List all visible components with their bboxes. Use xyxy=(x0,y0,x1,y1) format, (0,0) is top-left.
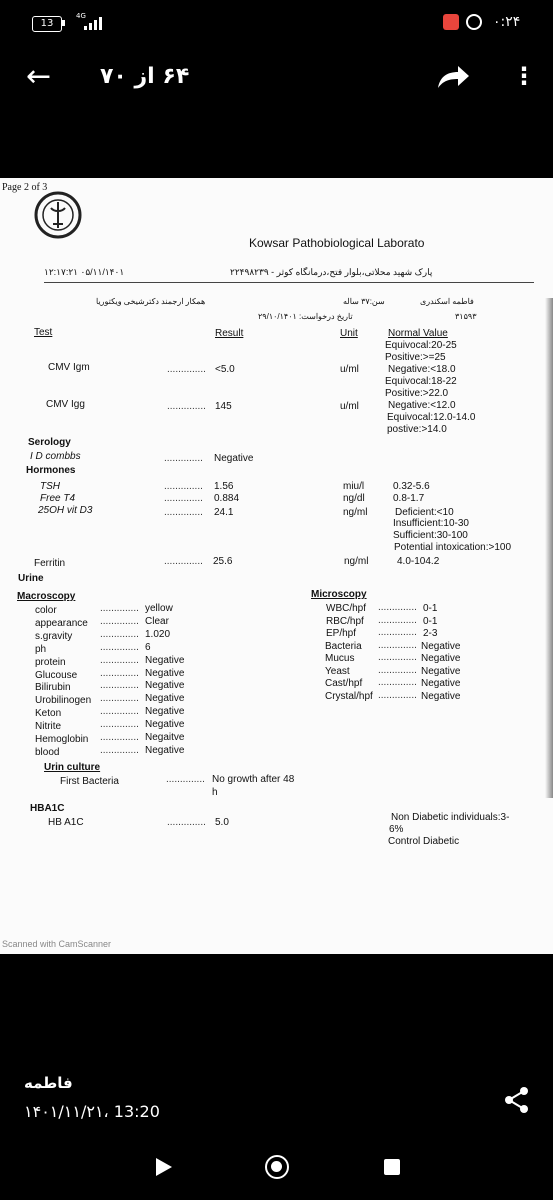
macro-item-value: Negative xyxy=(145,706,185,718)
macro-item-name: appearance xyxy=(35,617,88,629)
normal-line: Sufficient:30-100 xyxy=(393,530,468,541)
page-label: Page 2 of 3 xyxy=(2,182,48,193)
normal-line: Positive:>22.0 xyxy=(385,388,449,399)
micro-item-value: Negative xyxy=(421,690,461,702)
normal-line: 0.8-1.7 xyxy=(393,493,425,504)
test-unit: ng/ml xyxy=(344,556,369,567)
test-name: Ferritin xyxy=(34,558,66,569)
macroscopy-title: Macroscopy xyxy=(17,591,76,602)
normal-line: Equivocal:20-25 xyxy=(385,340,457,351)
nav-back-icon[interactable] xyxy=(156,1158,172,1176)
normal-line: Deficient:<10 xyxy=(395,507,454,518)
normal-line: Insufficient:10-30 xyxy=(393,518,469,529)
macro-item-name: color xyxy=(35,605,57,616)
battery-tip xyxy=(62,20,65,26)
leader-dots: .............. xyxy=(164,453,203,464)
normal-line: Negative:<12.0 xyxy=(388,400,456,411)
leader-dots: .............. xyxy=(378,664,417,676)
microscopy-title: Microscopy xyxy=(311,589,367,600)
micro-item-name: RBC/hpf xyxy=(326,615,364,627)
leader-dots: .............. xyxy=(164,481,203,492)
message-timestamp: ۱۴۰۱/۱۱/۲۱، 13:20 xyxy=(24,1102,160,1121)
leader-dots: .............. xyxy=(378,639,417,651)
macro-item-name: Keton xyxy=(35,708,62,720)
micro-item-value: 0-1 xyxy=(423,615,438,627)
test-result: 145 xyxy=(215,401,232,412)
normal-line: Positive:>=25 xyxy=(385,352,446,363)
share-arrow-icon[interactable] xyxy=(436,64,470,94)
patient-age: سن:۳۷ ساله xyxy=(343,297,385,306)
micro-item-value: Negative xyxy=(421,653,461,664)
nav-home-icon[interactable] xyxy=(265,1155,289,1179)
macro-item-name: Bilirubin xyxy=(35,682,71,694)
macro-item-name: Hemoglobin xyxy=(35,734,89,745)
status-time: ۰:۲۴ xyxy=(493,14,521,30)
micro-item-value: Negative xyxy=(421,665,461,677)
test-unit: u/ml xyxy=(340,364,359,375)
notification-app2-icon xyxy=(466,14,482,30)
leader-dots: .............. xyxy=(100,628,139,640)
macro-item-value: yellow xyxy=(145,603,173,614)
micro-item-name: WBC/hpf xyxy=(326,603,367,614)
test-unit: ng/ml xyxy=(343,507,368,518)
notification-app-icon xyxy=(443,14,459,30)
status-bar xyxy=(0,0,553,46)
macro-item-value: Negative xyxy=(145,693,185,705)
test-result: <5.0 xyxy=(215,364,235,375)
test-unit: ng/dl xyxy=(343,493,365,504)
sender-name: فاطمه xyxy=(24,1074,73,1092)
test-name: I D combbs xyxy=(30,451,81,462)
micro-item-name: Crystal/hpf xyxy=(325,690,373,702)
leader-dots: .............. xyxy=(167,401,206,412)
test-unit: miu/l xyxy=(343,481,365,492)
leader-dots: .............. xyxy=(100,706,139,718)
test-result: h xyxy=(212,787,218,798)
leader-dots: .............. xyxy=(164,493,203,504)
macro-item-name: Urobilinogen xyxy=(35,695,92,707)
normal-line: 4.0-104.2 xyxy=(397,556,440,567)
normal-line: 0.32-5.6 xyxy=(393,481,430,492)
macro-item-name: blood xyxy=(35,746,60,758)
macro-item-value: Clear xyxy=(145,615,169,627)
report-datetime: ۱۲:۱۷:۲۱ ۰۵/۱۱/۱۴۰۱ xyxy=(44,267,125,277)
normal-line: Equivocal:18-22 xyxy=(385,376,457,387)
normal-line: Potential intoxication:>100 xyxy=(394,542,512,553)
patient-id: ۳۱۵۹۳ xyxy=(455,312,477,321)
test-result: Negative xyxy=(214,453,254,464)
macro-item-name: protein xyxy=(35,656,66,668)
macro-item-value: Negative xyxy=(145,667,185,679)
micro-item-name: Cast/hpf xyxy=(325,678,363,689)
test-name: CMV Igm xyxy=(48,362,90,373)
micro-item-name: EP/hpf xyxy=(326,628,357,639)
test-name: 25OH vit D3 xyxy=(38,505,93,516)
leader-dots: .............. xyxy=(166,774,205,785)
micro-item-value: Negative xyxy=(421,678,461,689)
macro-item-value: Negaitve xyxy=(145,732,185,743)
macro-item-name: Glucouse xyxy=(35,669,78,681)
leader-dots: .............. xyxy=(164,507,203,518)
doctor-name: همکار ارجمند دکترشیخی ویکتوریا xyxy=(96,297,206,306)
leader-dots: .............. xyxy=(100,732,139,743)
section-serology: Serology xyxy=(28,437,71,448)
header-result: Result xyxy=(215,328,244,339)
signal-icon xyxy=(84,16,102,30)
test-name: TSH xyxy=(40,481,60,492)
macro-item-name: s.gravity xyxy=(35,630,73,642)
test-unit: u/ml xyxy=(340,401,359,412)
leader-dots: .............. xyxy=(378,627,417,638)
leader-dots: .............. xyxy=(100,654,139,666)
test-result: 25.6 xyxy=(213,556,233,567)
leader-dots: .............. xyxy=(167,817,206,828)
macro-item-name: Nitrite xyxy=(35,721,62,733)
test-name: HB A1C xyxy=(48,817,84,828)
arrow-left-icon[interactable]: ← xyxy=(26,59,52,94)
header-unit: Unit xyxy=(340,328,358,339)
battery-icon: 13 xyxy=(32,16,62,32)
macro-item-value: Negative xyxy=(145,654,185,666)
section-hormones: Hormones xyxy=(26,465,76,476)
section-hba1c: HBA1C xyxy=(30,803,65,814)
normal-line: Non Diabetic individuals:3- xyxy=(391,812,510,823)
micro-item-value: Negative xyxy=(421,640,461,652)
micro-item-name: Yeast xyxy=(325,665,350,677)
micro-item-value: 2-3 xyxy=(423,628,438,639)
culture-title: Urin culture xyxy=(44,762,101,773)
leader-dots: .............. xyxy=(378,614,417,626)
normal-line: Negative:<18.0 xyxy=(388,364,456,375)
scanner-watermark: Scanned with CamScanner xyxy=(2,939,112,949)
test-name: Free T4 xyxy=(40,493,76,504)
lab-report-page[interactable] xyxy=(0,178,553,954)
leader-dots: .............. xyxy=(100,615,139,627)
leader-dots: .............. xyxy=(100,667,139,679)
leader-dots: .............. xyxy=(378,689,417,701)
macro-item-value: Negative xyxy=(145,744,185,756)
network-type: 4G xyxy=(76,12,86,20)
leader-dots: .............. xyxy=(100,693,139,705)
leader-dots: .............. xyxy=(100,719,139,731)
more-vert-icon[interactable]: ⋮ xyxy=(512,62,536,90)
macro-item-name: ph xyxy=(35,643,47,655)
test-result: 5.0 xyxy=(215,817,229,828)
leader-dots: .............. xyxy=(100,603,139,614)
leader-dots: .............. xyxy=(378,677,417,688)
share-icon[interactable] xyxy=(504,1086,530,1118)
micro-item-value: 0-1 xyxy=(423,603,438,614)
request-date: تاریخ درخواست: ۲۹/۱۰/۱۴۰۱ xyxy=(258,312,353,321)
leader-dots: .............. xyxy=(100,641,139,653)
leader-dots: .............. xyxy=(167,364,206,375)
header-normal: Normal Value xyxy=(388,328,448,339)
macro-item-value: Negative xyxy=(145,680,185,692)
header-test: Test xyxy=(34,327,53,338)
nav-recents-icon[interactable] xyxy=(384,1159,400,1175)
patient-name: فاطمه اسکندری xyxy=(420,297,474,306)
macro-item-value: 1.020 xyxy=(145,628,171,640)
leader-dots: .............. xyxy=(164,556,203,567)
normal-line: Control Diabetic xyxy=(388,836,460,847)
leader-dots: .............. xyxy=(100,680,139,692)
lab-address: پارک شهید محلاتی،بلوار فتح،درمانگاه کوثر - ۲۲۴۹۸۲۳۹ xyxy=(230,267,433,277)
leader-dots: .............. xyxy=(100,744,139,756)
test-name: CMV Igg xyxy=(46,399,85,410)
leader-dots: .............. xyxy=(378,602,417,613)
test-name: First Bacteria xyxy=(60,776,119,787)
test-result: 0.884 xyxy=(214,493,240,504)
section-urine: Urine xyxy=(18,573,44,584)
normal-line: 6% xyxy=(389,824,404,835)
normal-line: postive:>14.0 xyxy=(387,424,447,435)
micro-item-name: Mucus xyxy=(325,653,355,664)
test-result: 1.56 xyxy=(214,481,234,492)
lab-name: Kowsar Pathobiological Laborato xyxy=(249,236,425,250)
macro-item-value: 6 xyxy=(145,641,151,653)
test-result: 24.1 xyxy=(214,507,234,518)
normal-line: Equivocal:12.0-14.0 xyxy=(387,412,476,423)
lab-logo-icon xyxy=(24,186,94,240)
test-result: No growth after 48 xyxy=(212,774,295,785)
micro-item-name: Bacteria xyxy=(325,640,362,652)
page-indicator: ۶۴ از ۷۰ xyxy=(100,64,190,89)
leader-dots: .............. xyxy=(378,652,417,663)
macro-item-value: Negative xyxy=(145,719,185,731)
